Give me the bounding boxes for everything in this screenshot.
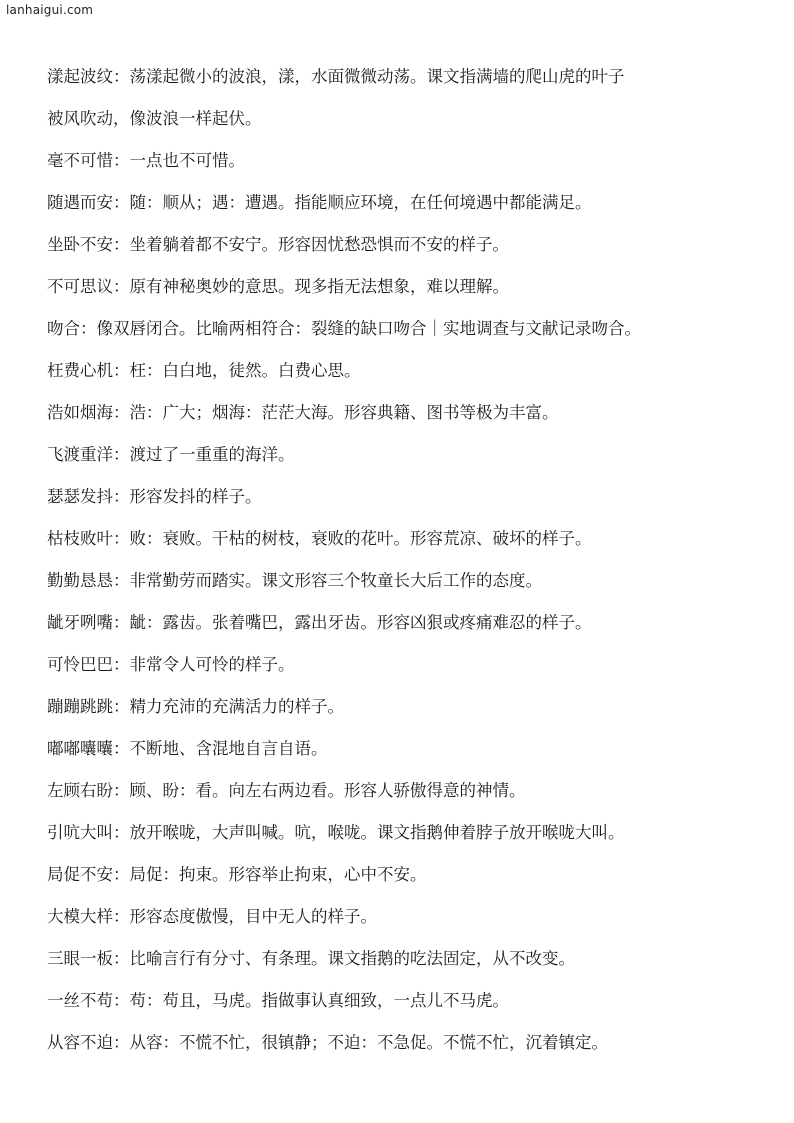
vocab-entry: 漾起波纹：荡漾起微小的波浪，漾，水面微微动荡。课文指满墙的爬山虎的叶子: [47, 67, 625, 86]
vocab-entry: 枯枝败叶：败：衰败。干枯的树枝，衰败的花叶。形容荒凉、破坏的样子。: [47, 529, 592, 548]
vocab-entry: 不可思议：原有神秘奥妙的意思。现多指无法想象，难以理解。: [47, 277, 509, 296]
vocab-entry: 枉费心机：枉：白白地，徒然。白费心思。: [47, 361, 361, 380]
vocab-entry: 飞渡重洋：渡过了一重重的海洋。: [47, 445, 295, 464]
vocab-entry: 从容不迫：从容：不慌不忙，很镇静；不迫：不急促。不慌不忙，沉着镇定。: [47, 1033, 608, 1052]
vocab-entry: 坐卧不安：坐着躺着都不安宁。形容因忧愁恐惧而不安的样子。: [47, 235, 509, 254]
vocab-entry: 大模大样：形容态度傲慢，目中无人的样子。: [47, 907, 377, 926]
vocab-entry: 一丝不苟：苟：苟且，马虎。指做事认真细致，一点儿不马虎。: [47, 991, 509, 1010]
vocab-entry: 吻合：像双唇闭合。比喻两相符合：裂缝的缺口吻合｜实地调查与文献记录吻合。: [47, 319, 641, 338]
vocab-entry: 龇牙咧嘴：龇：露齿。张着嘴巴，露出牙齿。形容凶狠或疼痛难忍的样子。: [47, 613, 592, 632]
vocab-entry: 局促不安：局促：拘束。形容举止拘束，心中不安。: [47, 865, 427, 884]
vocab-entry: 勤勤恳恳：非常勤劳而踏实。课文形容三个牧童长大后工作的态度。: [47, 571, 542, 590]
vocabulary-list: [47, 56, 767, 1064]
vocab-entry: 随遇而安：随：顺从；遇：遭遇。指能顺应环境，在任何境遇中都能满足。: [47, 193, 592, 212]
vocab-entry-continuation: 被风吹动，像波浪一样起伏。: [47, 109, 262, 128]
vocab-entry: 嘟嘟囔囔：不断地、含混地自言自语。: [47, 739, 328, 758]
vocab-entry: 毫不可惜：一点也不可惜。: [47, 151, 245, 170]
vocab-entry: 三眼一板：比喻言行有分寸、有条理。课文指鹅的吃法固定，从不改变。: [47, 949, 575, 968]
vocab-entry: 引吭大叫：放开喉咙，大声叫喊。吭，喉咙。课文指鹅伸着脖子放开喉咙大叫。: [47, 823, 625, 842]
vocab-entry: 左顾右盼：顾、盼：看。向左右两边看。形容人骄傲得意的神情。: [47, 781, 526, 800]
vocab-entry: 蹦蹦跳跳：精力充沛的充满活力的样子。: [47, 697, 344, 716]
site-watermark: lanhaigui.com: [6, 3, 94, 17]
vocab-entry: 可怜巴巴：非常令人可怜的样子。: [47, 655, 295, 674]
vocab-entry: 浩如烟海：浩：广大；烟海：茫茫大海。形容典籍、图书等极为丰富。: [47, 403, 559, 422]
vocab-entry: 瑟瑟发抖：形容发抖的样子。: [47, 487, 262, 506]
